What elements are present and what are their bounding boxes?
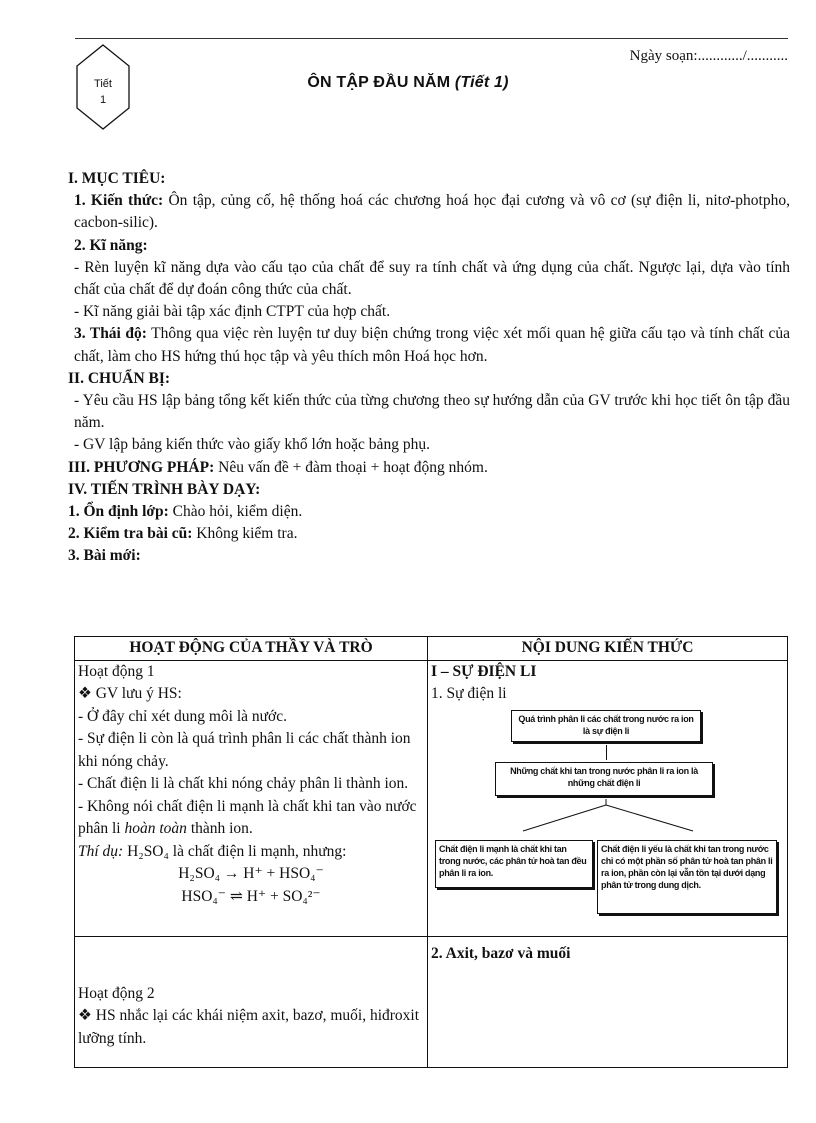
diagram-box-electrolytes: Những chất khi tan trong nước phân li ra ion là những chất điện li <box>495 762 713 796</box>
activity-1-note: ❖ GV lưu ý HS: <box>78 685 182 702</box>
knowledge-label: 1. Kiến thức: <box>74 192 164 210</box>
step-1 <box>68 501 790 523</box>
attitude-label: 3. Thái độ: <box>74 325 147 343</box>
row2-right-cell <box>428 936 788 1067</box>
activity-1-bullet-1: - Ở đây chỉ xét dung môi là nước. <box>78 707 288 725</box>
bullet-4-post: thành ion. <box>186 820 253 837</box>
table-row <box>75 660 788 936</box>
preparation-date: Ngày soạn:............/........... <box>629 48 788 64</box>
badge-line-1: Tiết <box>94 78 112 90</box>
equation-1: H₂SO₄ → H⁺ + HSO₄⁻ <box>178 865 324 882</box>
step-3-label: 3. Bài mới: <box>68 547 141 565</box>
activity-1-bullet-4 <box>78 796 424 841</box>
diagram-branch-lines <box>431 799 785 839</box>
step-1-text: Chào hỏi, kiểm diện. <box>168 503 303 521</box>
prep-line-1: - Yêu cầu HS lập bảng tổng kết kiến thức của từng chương theo sự hướng dẫn của GV trước khi học tiết ôn tập đầu năm. <box>74 392 790 432</box>
section-4-heading: IV. TIẾN TRÌNH BÀY DẠY: <box>68 480 261 498</box>
acid-base-heading: 2. Axit, bazơ và muối <box>431 944 571 962</box>
table-header-row <box>75 637 788 661</box>
top-rule <box>75 38 788 39</box>
knowledge-text: Ôn tập, củng cố, hệ thống hoá các chương hoá học đại cương và vô cơ (sự điện li, nitơ-photpho, cacbon-silic). <box>74 192 790 232</box>
title-sub: (Tiết 1) <box>454 74 509 91</box>
row2-left-cell <box>75 936 428 1067</box>
electrolysis-subheading: 1. Sự điện li <box>431 685 507 702</box>
activity-1-bullet-2: - Sự điện li còn là quá trình phân li các chất thành ion khi nóng chảy. <box>78 730 411 770</box>
step-1-label: 1. Ổn định lớp: <box>68 503 169 521</box>
col-header-content: NỘI DUNG KIẾN THỨC <box>428 637 788 661</box>
badge-line-2: 1 <box>99 94 107 106</box>
page-title <box>0 74 816 92</box>
activity-2-label: Hoạt động 2 <box>78 984 155 1002</box>
skills-label: 2. Kĩ năng: <box>74 236 148 254</box>
attitude-paragraph <box>68 323 790 367</box>
equation-2: HSO₄⁻ ⇌ H⁺ + SO₄²⁻ <box>181 887 321 905</box>
activity-2-note: ❖ HS nhắc lại các khái niệm axit, bazơ, muối, hiđroxit lưỡng tính. <box>78 1007 420 1047</box>
prep-line-2: - GV lập bảng kiến thức vào giấy khổ lớn hoặc bảng phụ. <box>74 436 430 454</box>
method-text: Nêu vấn đề + đàm thoại + hoạt động nhóm. <box>214 458 488 476</box>
diagram-box-weak: Chất điện li yếu là chất khi tan trong nước chỉ có một phần số phân tử hoà tan phân li ra ion, phần còn lại vẫn tồn tại dưới dạng phân tử trong dung dịch. <box>597 840 777 914</box>
step-2 <box>68 523 790 545</box>
row1-left-cell <box>75 660 428 936</box>
step-2-label: 2. Kiểm tra bài cũ: <box>68 525 193 543</box>
diagram-arrow-down <box>606 745 607 760</box>
lesson-body <box>68 168 790 568</box>
example-label: Thí dụ: <box>78 842 124 860</box>
section-electrolysis-heading: I – SỰ ĐIỆN LI <box>431 662 537 680</box>
lesson-table <box>74 636 788 1068</box>
section-3-heading: III. PHƯƠNG PHÁP: <box>68 458 215 476</box>
step-2-text: Không kiểm tra. <box>192 525 298 543</box>
bullet-4-pre: - Không nói chất điện li mạnh là chất khi tan vào nước phân li <box>78 797 417 837</box>
table-row <box>75 936 788 1067</box>
diagram-box-definition: Quá trình phân li các chất trong nước ra ion là sự điện li <box>511 710 701 742</box>
row1-right-cell <box>428 660 788 936</box>
activity-1-label: Hoạt động 1 <box>78 662 155 680</box>
method-paragraph <box>68 457 790 479</box>
skills-line-2: - Kĩ năng giải bài tập xác định CTPT của hợp chất. <box>74 303 391 321</box>
section-1-heading: I. MỤC TIÊU: <box>68 170 166 187</box>
col-header-activities: HOẠT ĐỘNG CỦA THẦY VÀ TRÒ <box>75 637 428 661</box>
knowledge-paragraph <box>68 190 790 234</box>
example-line <box>78 841 424 864</box>
section-2-heading: II. CHUẨN BỊ: <box>68 369 171 387</box>
example-text: là chất điện li mạnh, nhưng: <box>168 842 347 860</box>
activity-1-bullet-3: - Chất điện li là chất khi nóng chảy phân li thành ion. <box>78 775 409 792</box>
attitude-text: Thông qua việc rèn luyện tư duy biện chứng trong việc xét mối quan hệ giữa cấu tạo và tính chất của chất, làm cho HS hứng thú học tập và yêu thích môn Hoá học hơn. <box>74 325 790 365</box>
skills-line-1: - Rèn luyện kĩ năng dựa vào cấu tạo của chất để suy ra tính chất và ứng dụng của chất. Ngược lại, dựa vào tính chất của chất để dự đoán công thức của chất. <box>74 258 790 299</box>
example-formula: H₂SO₄ <box>127 842 169 860</box>
diagram-box-strong: Chất điện li mạnh là chất khi tan trong nước, các phân tử hoà tan đều phân li ra ion. <box>435 840 593 888</box>
title-main: ÔN TẬP ĐẦU NĂM <box>307 74 451 91</box>
bullet-4-emphasis: hoàn toàn <box>124 820 187 837</box>
electrolysis-diagram <box>431 706 784 936</box>
